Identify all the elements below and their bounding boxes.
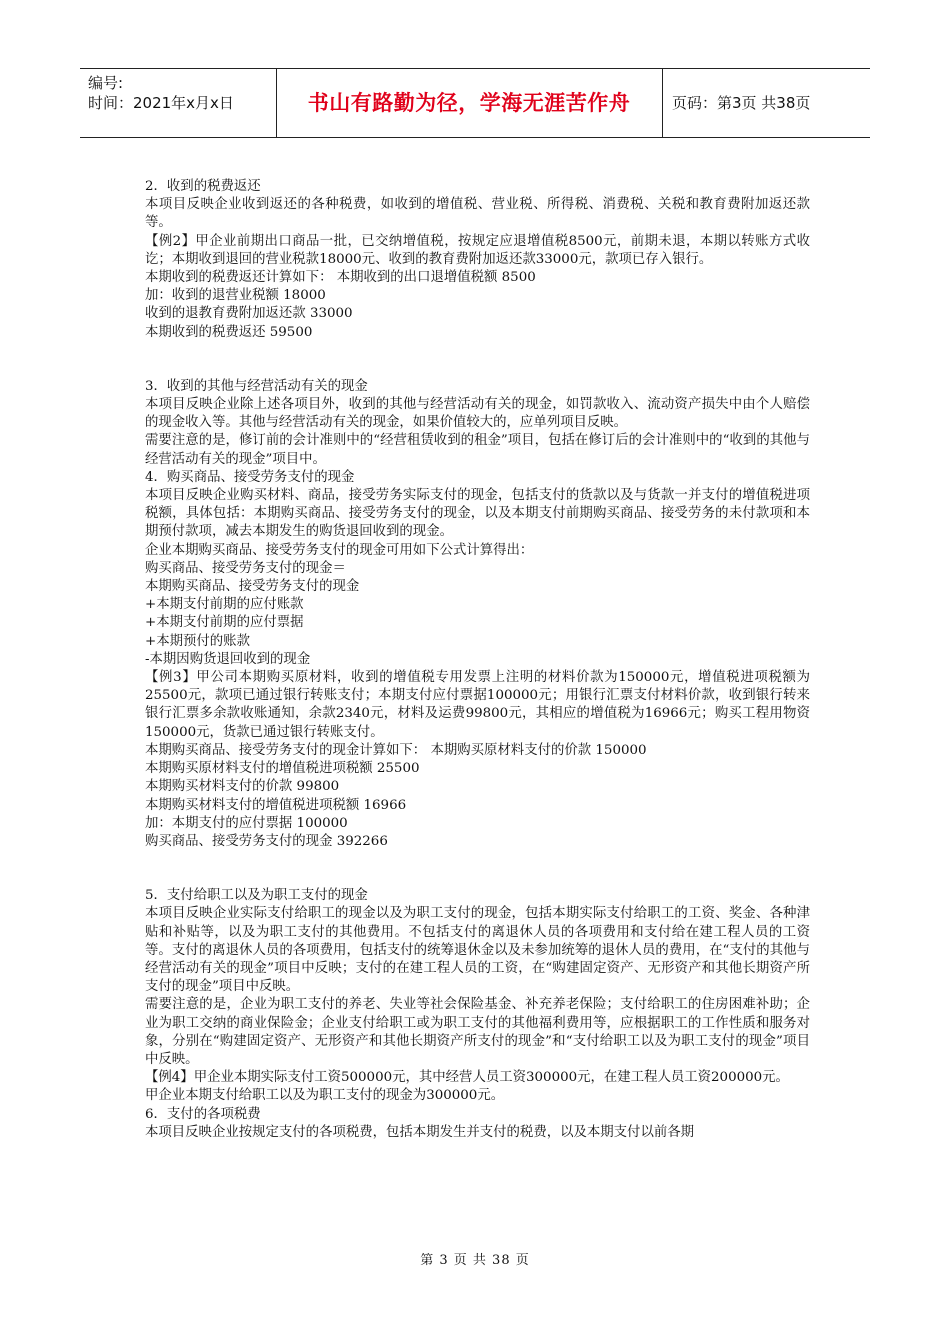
paragraph: 4．购买商品、接受劳务支付的现金 <box>145 469 355 485</box>
paragraph: 3．收到的其他与经营活动有关的现金 <box>145 378 368 394</box>
paragraph-gap <box>145 342 810 378</box>
paragraph: 本期收到的税费返还 59500 <box>145 324 313 340</box>
paragraph: 6．支付的各项税费 <box>145 1106 261 1122</box>
paragraph: -本期因购货退回收到的现金 <box>145 651 311 667</box>
header-meta <box>80 69 277 137</box>
paragraph: 2．收到的税费返还 <box>145 179 261 194</box>
paragraph: 需要注意的是，企业为职工支付的养老、失业等社会保险基金、补充养老保险；支付给职工的住房困难补助；企业为职工交纳的商业保险金；企业支付给职工或为职工支付的其他福利费用等，应根据职工的工作性质和服务对象，分别在“购建固定资产、无形资产和其他长期资产所支付的现金”和“支付给职工以及为职工支付的现金”项目中反映。 <box>145 997 810 1067</box>
time-label: 时间：2021年x月x日 <box>88 94 234 112</box>
paragraph: 本期收到的税费返还计算如下： 本期收到的出口退增值税额 8500 <box>145 270 536 286</box>
paragraph: 本项目反映企业收到返还的各种税费，如收到的增值税、营业税、所得税、消费税、关税和教育费附加返还款等。 <box>145 197 810 231</box>
doc-number-label: 编号: <box>88 74 124 92</box>
paragraph-gap <box>145 851 810 887</box>
paragraph: 甲企业本期支付给职工以及为职工支付的现金为300000元。 <box>145 1088 505 1104</box>
paragraph: 本期购买材料支付的价款 99800 <box>145 779 340 795</box>
paragraph: 【例2】甲企业前期出口商品一批，已交纳增值税，按规定应退增值税8500元，前期未退，本期以转账方式收讫；本期收到退回的营业税款18000元、收到的教育费附加返还款33000元，款项已存入银行。 <box>145 233 810 267</box>
paragraph: 购买商品、接受劳务支付的现金 392266 <box>145 833 388 849</box>
paragraph: +本期预付的账款 <box>145 633 250 649</box>
document-body <box>145 178 810 1142</box>
paragraph: 【例3】甲公司本期购买原材料，收到的增值税专用发票上注明的材料价款为150000元，增值税进项税额为25500元，款项已通过银行转账支付；本期支付应付票据100000元；用银行汇票支付材料价款，收到银行转来银行汇票多余款收账通知，余款2340元，材料及运费99800元，其相应的增值税为16966元；购买工程用物资150000元，货款已通过银行转账支付。 <box>145 670 810 740</box>
page-header <box>80 68 870 138</box>
paragraph: 5．支付给职工以及为职工支付的现金 <box>145 888 368 904</box>
paragraph: 【例4】甲企业本期实际支付工资500000元，其中经营人员工资300000元，在建工程人员工资200000元。 <box>145 1070 789 1086</box>
paragraph: 本项目反映企业按规定支付的各项税费，包括本期发生并支付的税费，以及本期支付以前各期 <box>145 1124 695 1140</box>
paragraph: 购买商品、接受劳务支付的现金＝ <box>145 560 346 576</box>
paragraph: 本期购买材料支付的增值税进项税额 16966 <box>145 797 407 813</box>
paragraph: 加：本期支付的应付票据 100000 <box>145 815 348 831</box>
paragraph: +本期支付前期的应付票据 <box>145 615 304 631</box>
header-motto: 书山有路勤为径，学海无涯苦作舟 <box>276 69 663 137</box>
paragraph: 本项目反映企业购买材料、商品，接受劳务实际支付的现金，包括支付的货款以及与货款一并支付的增值税进项税额，具体包括：本期购买商品、接受劳务支付的现金，以及本期支付前期购买商品、接受劳务的未付款项和本期预付款项，减去本期发生的购货退回收到的现金。 <box>145 488 810 540</box>
paragraph: 本项目反映企业除上述各项目外，收到的其他与经营活动有关的现金，如罚款收入、流动资产损失中由个人赔偿的现金收入等。其他与经营活动有关的现金，如果价值较大的，应单列项目反映。 <box>145 397 810 431</box>
paragraph: 需要注意的是，修订前的会计准则中的“经营租赁收到的租金”项目，包括在修订后的会计准则中的“收到的其他与经营活动有关的现金”项目中。 <box>145 433 810 467</box>
paragraph: 本期购买商品、接受劳务支付的现金 <box>145 579 360 595</box>
page-footer: 第 3 页 共 38 页 <box>420 1253 530 1268</box>
paragraph: 加：收到的退营业税额 18000 <box>145 288 326 304</box>
paragraph: 收到的退教育费附加返还款 33000 <box>145 306 353 322</box>
header-page-label: 页码：第3页 共38页 <box>672 94 811 112</box>
paragraph: 企业本期购买商品、接受劳务支付的现金可用如下公式计算得出： <box>145 542 534 558</box>
paragraph: 本期购买商品、接受劳务支付的现金计算如下： 本期购买原材料支付的价款 150000 <box>145 742 647 758</box>
paragraph: +本期支付前期的应付账款 <box>145 597 304 613</box>
paragraph: 本项目反映企业实际支付给职工的现金以及为职工支付的现金，包括本期实际支付给职工的工资、奖金、各种津贴和补贴等，以及为职工支付的其他费用。不包括支付的离退休人员的各项费用和支付给在建工程人员的工资等。支付的离退休人员的各项费用，包括支付的统筹退休金以及未参加统筹的退休人员的费用，在“支付的其他与经营活动有关的现金”项目中反映；支付的在建工程人员的工资，在“购建固定资产、无形资产和其他长期资产所支付的现金”项目中反映。 <box>145 906 810 995</box>
paragraph: 本期购买原材料支付的增值税进项税额 25500 <box>145 761 420 777</box>
